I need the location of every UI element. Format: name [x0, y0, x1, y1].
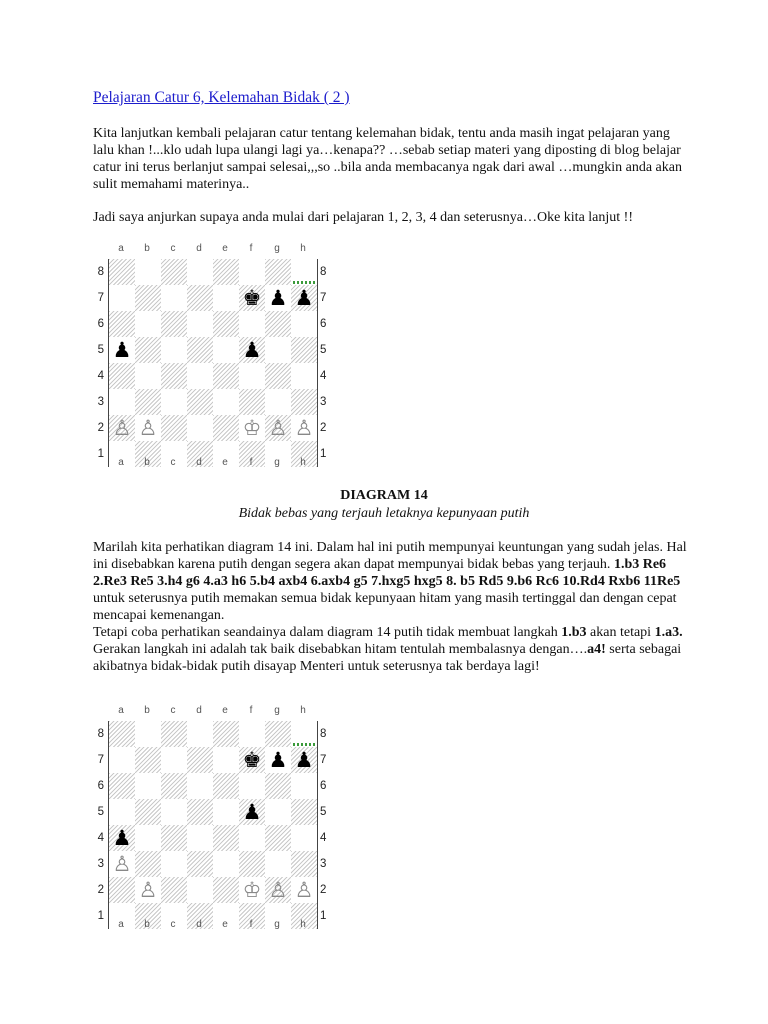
white-piece-icon: ♙: [112, 416, 132, 440]
rank-labels-left: [90, 721, 104, 929]
rank-label: 4: [320, 832, 327, 844]
alt-move-3: a4!: [587, 642, 606, 657]
rank-label: 6: [97, 780, 104, 792]
file-label: h: [300, 457, 306, 468]
rank-labels-right: [320, 721, 334, 929]
file-label: f: [249, 705, 253, 716]
file-labels-bottom: [108, 457, 316, 469]
square-b3: [135, 851, 161, 877]
white-piece-icon: ♙: [112, 852, 132, 876]
black-piece-icon: ♟: [112, 338, 132, 362]
square-e5: [213, 337, 239, 363]
square-d8: [187, 721, 213, 747]
black-piece-icon: ♟: [294, 286, 314, 310]
square-e6: [213, 311, 239, 337]
rank-label: 1: [320, 448, 327, 460]
file-label: d: [196, 457, 202, 468]
rank-label: 8: [97, 266, 104, 278]
square-g4: [265, 363, 291, 389]
square-e3: [213, 389, 239, 415]
spellcheck-underline: [293, 281, 315, 284]
square-g2: [265, 877, 291, 903]
square-a4: [109, 363, 135, 389]
square-f7: [239, 285, 265, 311]
rank-label: 5: [320, 344, 327, 356]
square-h5: [291, 799, 317, 825]
square-e4: [213, 363, 239, 389]
square-c2: [161, 877, 187, 903]
rank-labels-left: [90, 259, 104, 467]
square-e5: [213, 799, 239, 825]
square-a6: [109, 311, 135, 337]
square-d2: [187, 415, 213, 441]
rank-label: 6: [320, 318, 327, 330]
square-d8: [187, 259, 213, 285]
square-a8: [109, 259, 135, 285]
square-h5: [291, 337, 317, 363]
square-f4: [239, 825, 265, 851]
file-label: c: [170, 243, 176, 254]
rank-label: 1: [320, 910, 327, 922]
file-label: b: [144, 243, 150, 254]
square-c8: [161, 721, 187, 747]
white-piece-icon: ♔: [242, 878, 262, 902]
square-c4: [161, 825, 187, 851]
rank-label: 4: [320, 370, 327, 382]
square-a7: [109, 285, 135, 311]
square-g4: [265, 825, 291, 851]
square-e8: [213, 259, 239, 285]
black-piece-icon: ♚: [242, 286, 262, 310]
rank-label: 2: [320, 422, 327, 434]
square-d3: [187, 851, 213, 877]
square-c2: [161, 415, 187, 441]
file-label: e: [222, 243, 228, 254]
square-a5: [109, 799, 135, 825]
square-e7: [213, 285, 239, 311]
square-h8: [291, 721, 317, 747]
square-g3: [265, 389, 291, 415]
square-f7: [239, 747, 265, 773]
square-a3: [109, 851, 135, 877]
white-piece-icon: ♙: [294, 416, 314, 440]
square-g7: [265, 747, 291, 773]
file-labels-top: [108, 705, 316, 717]
square-g2: [265, 415, 291, 441]
square-h7: [291, 747, 317, 773]
square-c8: [161, 259, 187, 285]
file-label: e: [222, 457, 228, 468]
square-b4: [135, 363, 161, 389]
square-c5: [161, 799, 187, 825]
chess-board: [108, 721, 318, 929]
square-d6: [187, 773, 213, 799]
square-b2: [135, 415, 161, 441]
file-label: c: [170, 457, 176, 468]
square-b3: [135, 389, 161, 415]
square-f4: [239, 363, 265, 389]
square-b5: [135, 337, 161, 363]
page-title[interactable]: Pelajaran Catur 6, Kelemahan Bidak ( 2 ): [93, 89, 350, 106]
alternative-paragraph: [93, 624, 693, 675]
square-b7: [135, 747, 161, 773]
rank-label: 8: [320, 728, 327, 740]
file-label: f: [249, 457, 253, 468]
rank-label: 2: [97, 884, 104, 896]
square-a2: [109, 877, 135, 903]
square-d6: [187, 311, 213, 337]
square-d7: [187, 285, 213, 311]
rank-label: 6: [320, 780, 327, 792]
square-c7: [161, 747, 187, 773]
square-d4: [187, 825, 213, 851]
square-g3: [265, 851, 291, 877]
file-labels-bottom: [108, 919, 316, 931]
square-f2: [239, 415, 265, 441]
rank-label: 2: [97, 422, 104, 434]
square-f8: [239, 721, 265, 747]
square-a3: [109, 389, 135, 415]
alt-text-2: akan tetapi: [586, 625, 655, 640]
alt-move-1: 1.b3: [561, 625, 587, 640]
rank-label: 8: [97, 728, 104, 740]
black-piece-icon: ♟: [242, 800, 262, 824]
square-f3: [239, 389, 265, 415]
square-b5: [135, 799, 161, 825]
rank-label: 8: [320, 266, 327, 278]
file-label: a: [118, 919, 124, 930]
file-label: e: [222, 705, 228, 716]
file-label: d: [196, 705, 202, 716]
square-b6: [135, 311, 161, 337]
square-f3: [239, 851, 265, 877]
square-a2: [109, 415, 135, 441]
diagram-caption-subtitle: Bidak bebas yang terjauh letaknya kepunyaan putih: [238, 506, 530, 521]
black-piece-icon: ♟: [242, 338, 262, 362]
file-label: g: [274, 243, 280, 254]
square-h6: [291, 773, 317, 799]
rank-label: 3: [97, 396, 104, 408]
black-piece-icon: ♟: [294, 748, 314, 772]
square-f6: [239, 773, 265, 799]
square-e8: [213, 721, 239, 747]
analysis-paragraph: [93, 539, 693, 624]
square-e2: [213, 877, 239, 903]
black-piece-icon: ♚: [242, 748, 262, 772]
diagram-caption-title: DIAGRAM 14: [340, 488, 428, 503]
square-h2: [291, 877, 317, 903]
file-label: f: [249, 243, 253, 254]
square-g5: [265, 799, 291, 825]
alt-text-4: serta sebagai akibatnya bidak-bidak putih disayap Menteri untuk seterusnya tak berdaya lagi!: [93, 642, 682, 674]
spellcheck-underline: [293, 743, 315, 746]
rank-label: 4: [97, 370, 104, 382]
square-b7: [135, 285, 161, 311]
rank-label: 7: [97, 292, 104, 304]
square-h6: [291, 311, 317, 337]
square-c3: [161, 389, 187, 415]
file-label: a: [118, 457, 124, 468]
intro-paragraph: Kita lanjutkan kembali pelajaran catur tentang kelemahan bidak, tentu anda masih ingat pelajaran yang lalu khan !...klo udah lupa ulangi lagi ya…kenapa?? …sebab setiap materi yang diposting di blog belajar catur ini terus berlanjut sampai selesai,,,so ..bila anda membacanya ngak dari awal …mungkin anda akan sulit memahami materinya..: [93, 126, 682, 192]
alt-move-2: 1.a3.: [654, 625, 683, 640]
square-g6: [265, 311, 291, 337]
square-c3: [161, 851, 187, 877]
square-h7: [291, 285, 317, 311]
rank-labels-right: [320, 259, 334, 467]
square-c7: [161, 285, 187, 311]
black-piece-icon: ♟: [268, 286, 288, 310]
square-c6: [161, 773, 187, 799]
square-g8: [265, 259, 291, 285]
file-labels-top: [108, 243, 316, 255]
rank-label: 2: [320, 884, 327, 896]
file-label: g: [274, 457, 280, 468]
square-d7: [187, 747, 213, 773]
square-h4: [291, 825, 317, 851]
white-piece-icon: ♙: [138, 416, 158, 440]
file-label: c: [170, 705, 176, 716]
rank-label: 5: [320, 806, 327, 818]
square-d5: [187, 337, 213, 363]
square-h3: [291, 851, 317, 877]
rank-label: 7: [97, 754, 104, 766]
square-e4: [213, 825, 239, 851]
file-label: d: [196, 919, 202, 930]
square-g5: [265, 337, 291, 363]
file-label: h: [300, 705, 306, 716]
square-c6: [161, 311, 187, 337]
file-label: a: [118, 705, 124, 716]
rank-label: 7: [320, 754, 327, 766]
white-piece-icon: ♙: [138, 878, 158, 902]
file-label: b: [144, 919, 150, 930]
square-f6: [239, 311, 265, 337]
file-label: e: [222, 919, 228, 930]
rank-label: 6: [97, 318, 104, 330]
analysis-text-end: untuk seterusnya putih memakan semua bidak kepunyaan hitam yang masih tertinggal dan dengan cepat mencapai kemenangan.: [93, 591, 677, 623]
file-label: b: [144, 457, 150, 468]
rank-label: 4: [97, 832, 104, 844]
chess-diagram-2: [88, 705, 338, 935]
chess-board: [108, 259, 318, 467]
square-b4: [135, 825, 161, 851]
square-a8: [109, 721, 135, 747]
square-a4: [109, 825, 135, 851]
file-label: f: [249, 919, 253, 930]
alt-text-3: Gerakan langkah ini adalah tak baik disebabkan hitam tentulah membalasnya dengan….: [93, 642, 588, 657]
rank-label: 3: [320, 396, 327, 408]
chess-diagram-14: [88, 243, 338, 473]
square-a7: [109, 747, 135, 773]
square-c4: [161, 363, 187, 389]
rank-label: 5: [97, 806, 104, 818]
file-label: d: [196, 243, 202, 254]
square-b6: [135, 773, 161, 799]
file-label: g: [274, 705, 280, 716]
file-label: h: [300, 919, 306, 930]
square-e3: [213, 851, 239, 877]
square-d3: [187, 389, 213, 415]
square-a6: [109, 773, 135, 799]
white-piece-icon: ♙: [268, 878, 288, 902]
square-a5: [109, 337, 135, 363]
rank-label: 7: [320, 292, 327, 304]
rank-label: 1: [97, 910, 104, 922]
file-label: g: [274, 919, 280, 930]
rank-label: 5: [97, 344, 104, 356]
square-d5: [187, 799, 213, 825]
square-d2: [187, 877, 213, 903]
square-d4: [187, 363, 213, 389]
square-b8: [135, 721, 161, 747]
square-g7: [265, 285, 291, 311]
white-piece-icon: ♙: [294, 878, 314, 902]
file-label: b: [144, 705, 150, 716]
analysis-text: Marilah kita perhatikan diagram 14 ini. Dalam hal ini putih mempunyai keuntungan yang sudah jelas. Hal ini disebabkan karena putih dengan segera akan dapat mempunyai bidak bebas yang terjauh.: [93, 540, 687, 572]
alt-text-1: Tetapi coba perhatikan seandainya dalam diagram 14 putih tidak membuat langkah: [93, 625, 562, 640]
white-piece-icon: ♙: [268, 416, 288, 440]
analysis-moves: 1.b3 Re6 2.Re3 Re5 3.h4 g6 4.a3 h6 5.b4 axb4 6.axb4 g5 7.hxg5 hxg5 8. b5 Rd5 9.b6 Rc6 10.Rd4 Rxb6 11Re5: [93, 557, 681, 589]
square-h3: [291, 389, 317, 415]
square-b2: [135, 877, 161, 903]
square-f8: [239, 259, 265, 285]
square-g6: [265, 773, 291, 799]
square-h8: [291, 259, 317, 285]
black-piece-icon: ♟: [268, 748, 288, 772]
square-f5: [239, 799, 265, 825]
rank-label: 1: [97, 448, 104, 460]
white-piece-icon: ♔: [242, 416, 262, 440]
square-e6: [213, 773, 239, 799]
square-e7: [213, 747, 239, 773]
black-piece-icon: ♟: [112, 826, 132, 850]
square-b8: [135, 259, 161, 285]
file-label: h: [300, 243, 306, 254]
file-label: c: [170, 919, 176, 930]
square-g8: [265, 721, 291, 747]
square-f5: [239, 337, 265, 363]
intro-paragraph-2: Jadi saya anjurkan supaya anda mulai dari pelajaran 1, 2, 3, 4 dan seterusnya…Oke kita lanjut !!: [93, 210, 633, 225]
rank-label: 3: [320, 858, 327, 870]
square-h4: [291, 363, 317, 389]
square-h2: [291, 415, 317, 441]
square-c5: [161, 337, 187, 363]
square-f2: [239, 877, 265, 903]
square-e2: [213, 415, 239, 441]
rank-label: 3: [97, 858, 104, 870]
file-label: a: [118, 243, 124, 254]
